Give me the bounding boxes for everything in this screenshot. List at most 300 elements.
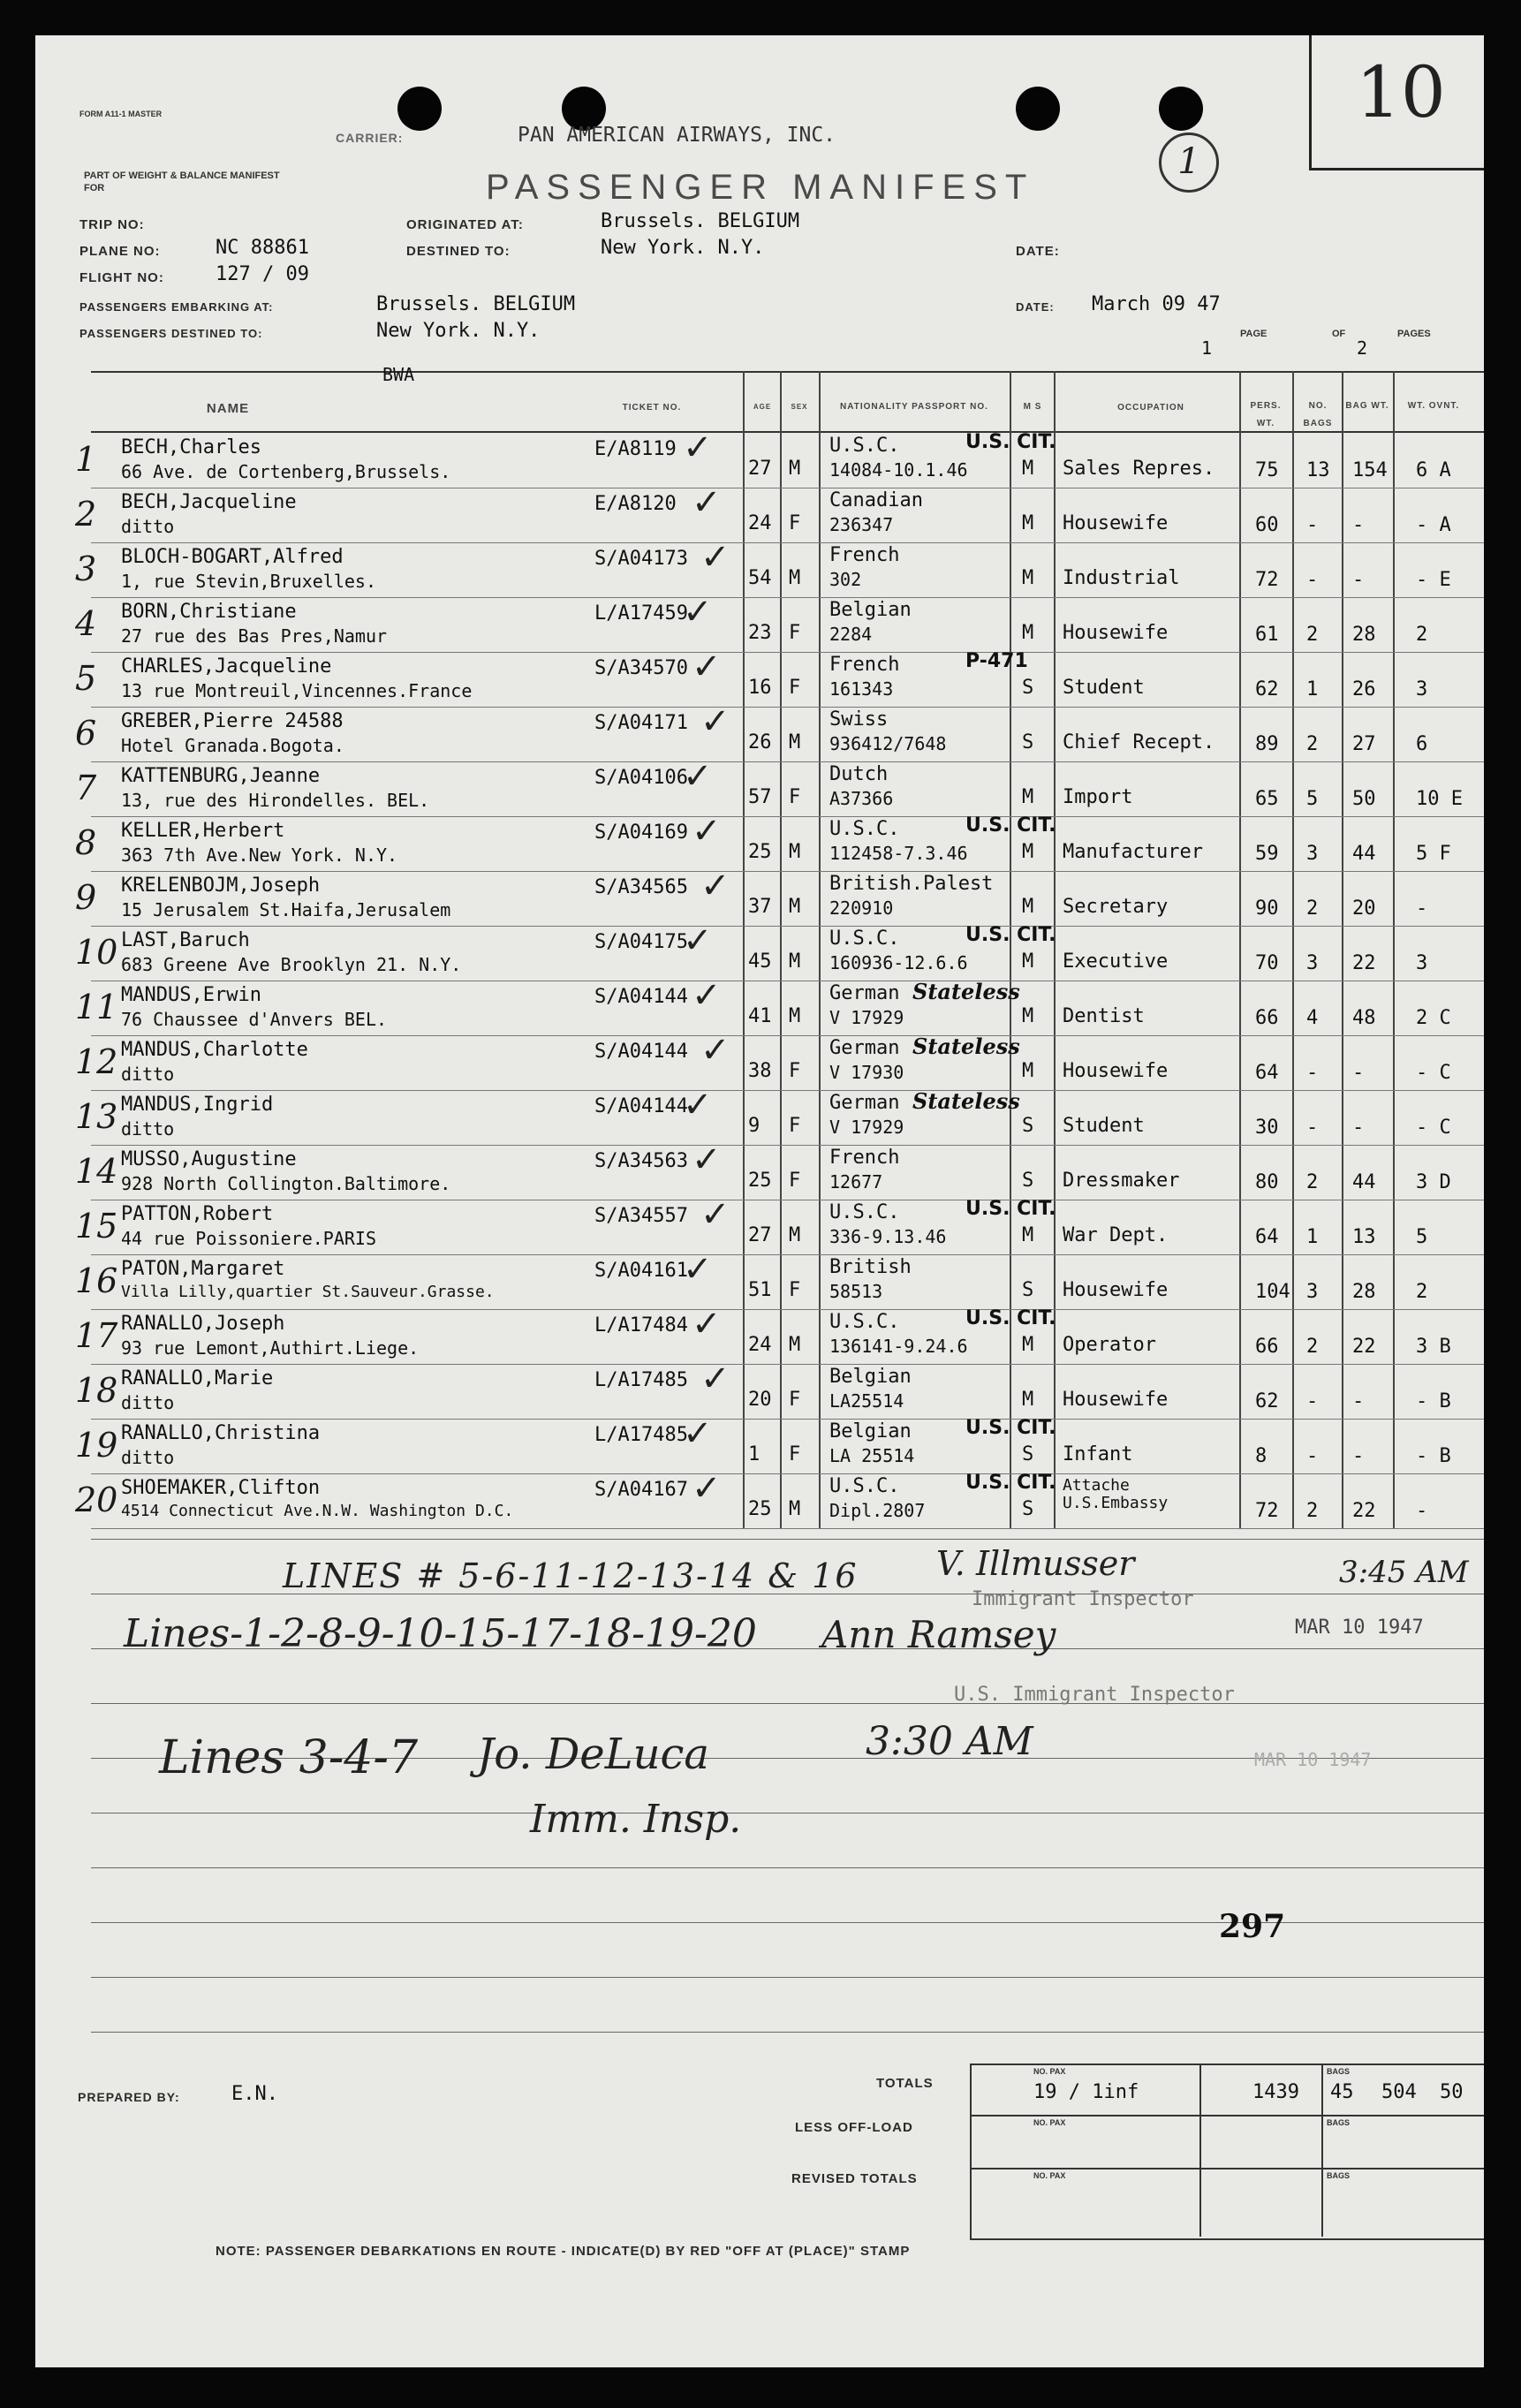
pax-destined-label: PASSENGERS DESTINED TO: — [79, 327, 263, 340]
cell-pw: 65 — [1255, 788, 1279, 810]
cell-nat: U.S.C. — [829, 1475, 900, 1497]
cell-ms: M — [1022, 1334, 1034, 1356]
cell-name: BORN,Christiane — [121, 601, 297, 623]
totals-bags: 45 — [1330, 2081, 1354, 2103]
cell-ms: M — [1022, 567, 1034, 589]
manifest-sheet — [35, 35, 1484, 2367]
row-number: 11 — [75, 988, 118, 1026]
cell-addr: 4514 Connecticut Ave.N.W. Washington D.C. — [121, 1502, 514, 1520]
date-top-label: DATE: — [1016, 244, 1060, 259]
cell-ms: S — [1022, 1498, 1034, 1520]
cell-occ: Secretary — [1063, 896, 1169, 918]
cell-ov: - — [1416, 1500, 1428, 1522]
cell-age: 45 — [748, 950, 772, 973]
col-wt-ovnt: WT. OVNT. — [1407, 401, 1460, 411]
cell-addr: 93 rue Lemont,Authirt.Liege. — [121, 1337, 420, 1359]
inspector-signature-2: Ann Ramsey — [821, 1613, 1056, 1656]
cell-ticket: L/A17485 — [594, 1424, 688, 1446]
inspector-signature-3: Jo. DeLuca — [477, 1730, 709, 1779]
cell-name: GREBER,Pierre 24588 — [121, 710, 344, 732]
inspector-stamp-1: Immigrant Inspector — [972, 1588, 1194, 1610]
cell-nb: 2 — [1306, 897, 1319, 920]
cell-bw: 154 — [1352, 459, 1388, 481]
cell-occ: War Dept. — [1063, 1224, 1169, 1246]
row-number: 13 — [75, 1097, 118, 1136]
date-value: March 09 47 — [1092, 293, 1221, 315]
page-value: 1 — [1201, 337, 1213, 359]
of-label: OF — [1332, 329, 1346, 339]
status-stamp: Stateless — [912, 1088, 1020, 1114]
cell-nat: British.Palest — [829, 873, 994, 895]
cell-sex: M — [789, 458, 801, 480]
row-rule — [91, 1035, 1484, 1036]
cell-age: 37 — [748, 896, 772, 918]
cell-pass: V 17929 — [829, 1007, 904, 1028]
status-stamp: Stateless — [912, 1034, 1020, 1059]
cell-ov: - — [1416, 897, 1428, 920]
cell-nat: U.S.C. — [829, 1201, 900, 1223]
cell-name: PATTON,Robert — [121, 1203, 274, 1225]
flight-number: 127 / 09 — [216, 263, 309, 285]
check-mark-icon: ✓ — [683, 1249, 713, 1290]
cell-ov: - B — [1416, 1445, 1451, 1467]
blank-rule — [91, 1703, 1484, 1704]
embark-value: Brussels. BELGIUM — [376, 293, 576, 315]
cell-age: 24 — [748, 512, 772, 534]
cell-sex: F — [789, 1279, 801, 1301]
row-number: 14 — [75, 1152, 118, 1191]
cell-ticket: S/A04173 — [594, 548, 688, 570]
cell-age: 25 — [748, 1170, 772, 1192]
col-rule — [1393, 371, 1395, 1528]
col-pers-wt: PERS. WT. — [1250, 401, 1282, 428]
passenger-table — [75, 364, 1484, 1528]
cell-sex: F — [789, 1443, 801, 1465]
annotation-lines-2: Lines-1-2-8-9-10-15-17-18-19-20 — [124, 1611, 757, 1656]
status-stamp: U.S. CIT. — [965, 814, 1056, 837]
cell-nat: Belgian — [829, 1366, 912, 1388]
cell-name: RANALLO,Joseph — [121, 1313, 285, 1335]
row-number: 12 — [75, 1042, 118, 1081]
check-mark-icon: ✓ — [692, 482, 722, 523]
cell-addr: Villa Lilly,quartier St.Sauveur.Grasse. — [121, 1283, 495, 1301]
no-pax-label: NO. PAX — [1033, 2171, 1066, 2180]
cell-age: 27 — [748, 1224, 772, 1246]
cell-sex: M — [789, 841, 801, 863]
cell-nat: Canadian — [829, 489, 923, 511]
cell-nb: - — [1306, 1390, 1319, 1412]
form-code: FORM A11-1 MASTER — [79, 110, 163, 118]
cell-pass: 14084-10.1.46 — [829, 459, 968, 481]
time-annotation-3: 3:30 AM — [866, 1719, 1033, 1764]
cell-pass: LA 25514 — [829, 1445, 915, 1466]
cell-ov: 5 F — [1416, 843, 1451, 865]
cell-pw: 64 — [1255, 1062, 1279, 1084]
cell-ov: 10 E — [1416, 788, 1463, 810]
no-pax-label: NO. PAX — [1033, 2067, 1066, 2076]
cell-ms: M — [1022, 950, 1034, 973]
cell-ticket: S/A04144 — [594, 1095, 688, 1117]
cell-nb: - — [1306, 1445, 1319, 1467]
flight-label: FLIGHT NO: — [79, 270, 164, 285]
check-mark-icon: ✓ — [700, 866, 730, 906]
check-mark-icon: ✓ — [692, 1304, 722, 1344]
cell-age: 20 — [748, 1389, 772, 1411]
cell-pw: 60 — [1255, 514, 1279, 536]
cell-addr: 13, rue des Hirondelles. BEL. — [121, 790, 430, 811]
cell-bw: 50 — [1352, 788, 1376, 810]
cell-name: CHARLES,Jacqueline — [121, 655, 332, 678]
cell-ticket: E/A8119 — [594, 438, 677, 460]
cell-sex: M — [789, 1005, 801, 1027]
cell-pass: 112458-7.3.46 — [829, 843, 968, 864]
prepared-value: E.N. — [231, 2083, 278, 2105]
cell-name: BLOCH-BOGART,Alfred — [121, 546, 344, 568]
time-annotation-1: 3:45 AM — [1339, 1555, 1469, 1590]
cell-occ: Housewife — [1063, 622, 1169, 644]
cell-ms: S — [1022, 1279, 1034, 1301]
cell-occ: Operator — [1063, 1334, 1156, 1356]
cell-occ: Infant — [1063, 1443, 1133, 1465]
cell-name: RANALLO,Christina — [121, 1422, 321, 1444]
cell-occ: Dressmaker — [1063, 1170, 1180, 1192]
row-number: 19 — [75, 1426, 118, 1465]
cell-age: 16 — [748, 677, 772, 699]
cell-occ: Import — [1063, 786, 1133, 808]
cell-bw: - — [1352, 1117, 1365, 1139]
cell-pass: 220910 — [829, 897, 894, 919]
cell-bw: 22 — [1352, 952, 1376, 974]
row-number: 6 — [75, 714, 97, 753]
check-mark-icon: ✓ — [700, 1194, 730, 1235]
cell-pw: 72 — [1255, 569, 1279, 591]
cell-pw: 80 — [1255, 1171, 1279, 1193]
row-number: 9 — [75, 878, 97, 917]
cell-nat: French — [829, 544, 900, 566]
cell-ms: S — [1022, 1443, 1034, 1465]
row-rule — [91, 652, 1484, 653]
cell-occ: Chief Recept. — [1063, 731, 1215, 753]
cell-addr: 15 Jerusalem St.Haifa,Jerusalem — [121, 899, 451, 920]
cell-pass: V 17929 — [829, 1117, 904, 1138]
cell-age: 38 — [748, 1060, 772, 1082]
cell-nat: U.S.C. — [829, 928, 900, 950]
row-number: 18 — [75, 1371, 118, 1410]
status-stamp: P-471 — [965, 650, 1028, 672]
date-label: DATE: — [1016, 300, 1055, 314]
col-rule — [743, 371, 745, 1528]
cell-name: KRELENBOJM,Joseph — [121, 875, 321, 897]
cell-nat: U.S.C. — [829, 818, 900, 840]
cell-sex: F — [789, 786, 801, 808]
col-nationality: NATIONALITY PASSPORT NO. — [840, 402, 988, 412]
cell-addr: ditto — [121, 1447, 175, 1468]
cell-age: 23 — [748, 622, 772, 644]
col-ms: M S — [1023, 402, 1042, 412]
cell-ticket: S/A04169 — [594, 822, 688, 844]
cell-nb: 13 — [1306, 459, 1330, 481]
totals-ovnt: 50 — [1440, 2081, 1464, 2103]
destined-label: DESTINED TO: — [406, 244, 511, 259]
cell-bw: 44 — [1352, 843, 1376, 865]
pages-label: PAGES — [1397, 329, 1431, 339]
totals-rule — [1321, 2063, 1323, 2237]
page-label: PAGE — [1240, 329, 1268, 339]
cell-ov: 2 C — [1416, 1007, 1451, 1029]
cell-bw: - — [1352, 569, 1365, 591]
cell-addr: ditto — [121, 1064, 175, 1085]
row-number: 8 — [75, 823, 97, 862]
cell-sex: M — [789, 1498, 801, 1520]
totals-rule — [970, 2168, 1484, 2169]
check-mark-icon: ✓ — [683, 920, 713, 961]
col-rule — [1292, 371, 1294, 1528]
revised-label: REVISED TOTALS — [791, 2171, 918, 2186]
cell-ticket: L/A17485 — [594, 1369, 688, 1391]
cell-nat: German — [829, 982, 900, 1004]
cell-name: MANDUS,Ingrid — [121, 1094, 274, 1116]
trip-label: TRIP NO: — [79, 217, 145, 232]
cell-pw: 75 — [1255, 459, 1279, 481]
blank-rule — [91, 1977, 1484, 1978]
cell-pass: V 17930 — [829, 1062, 904, 1083]
totals-rule — [1199, 2063, 1201, 2237]
row-number: 10 — [75, 933, 118, 972]
row-number: 1 — [75, 440, 97, 479]
cell-pass: 302 — [829, 569, 862, 590]
cell-ticket: S/A04171 — [594, 712, 688, 734]
col-rule — [1342, 371, 1343, 1528]
check-mark-icon: ✓ — [700, 1359, 730, 1399]
cell-sex: M — [789, 950, 801, 973]
cell-name: BECH,Charles — [121, 436, 261, 458]
cell-addr: 66 Ave. de Cortenberg,Brussels. — [121, 461, 451, 482]
cell-age: 41 — [748, 1005, 772, 1027]
cell-ms: M — [1022, 1389, 1034, 1411]
row-number: 2 — [75, 495, 97, 534]
cell-ms: M — [1022, 1005, 1034, 1027]
check-mark-icon: ✓ — [683, 1085, 713, 1125]
cell-addr: 13 rue Montreuil,Vincennes.France — [121, 680, 473, 701]
col-rule — [780, 371, 782, 1528]
col-bag-wt: BAG WT. — [1345, 401, 1389, 411]
cell-ticket: S/A04144 — [594, 1041, 688, 1063]
col-rule — [1010, 371, 1011, 1528]
cell-addr: ditto — [121, 1392, 175, 1413]
cell-pass: Dipl.2807 — [829, 1500, 926, 1521]
row-rule — [91, 816, 1484, 817]
row-rule — [91, 871, 1484, 872]
cell-occ: Housewife — [1063, 1389, 1169, 1411]
cell-bw: 28 — [1352, 1281, 1376, 1303]
cell-occ: Student — [1063, 1115, 1145, 1137]
status-stamp: U.S. CIT. — [965, 1307, 1056, 1329]
offload-label: LESS OFF-LOAD — [795, 2120, 913, 2135]
bags-label: BAGS — [1327, 2118, 1351, 2127]
cell-pass: 161343 — [829, 678, 894, 700]
cell-bw: - — [1352, 1062, 1365, 1084]
inspector-title-3: Imm. Insp. — [530, 1797, 742, 1842]
col-rule — [1054, 371, 1056, 1528]
cell-ticket: L/A17459 — [594, 602, 688, 625]
page-number-box — [1309, 35, 1484, 170]
row-rule — [91, 1364, 1484, 1365]
cell-nb: 2 — [1306, 1336, 1319, 1358]
cell-pw: 66 — [1255, 1007, 1279, 1029]
cell-ov: - C — [1416, 1117, 1451, 1139]
table-top-rule — [91, 371, 1484, 373]
cell-nb: - — [1306, 1117, 1319, 1139]
cell-sex: M — [789, 896, 801, 918]
cell-sex: F — [789, 677, 801, 699]
totals-pax: 19 / 1inf — [1033, 2081, 1139, 2103]
cell-ms: M — [1022, 1060, 1034, 1082]
row-number: 5 — [75, 659, 97, 698]
cell-ov: 2 — [1416, 624, 1428, 646]
plane-number: NC 88861 — [216, 237, 309, 259]
col-ticket: TICKET NO. — [622, 403, 682, 413]
cell-nb: 3 — [1306, 843, 1319, 865]
cell-ticket: S/A34565 — [594, 876, 688, 898]
cell-addr: ditto — [121, 516, 175, 537]
cell-pass: LA25514 — [829, 1390, 904, 1412]
cell-sex: F — [789, 622, 801, 644]
cell-ticket: L/A17484 — [594, 1314, 688, 1337]
cell-ov: 3 — [1416, 678, 1428, 700]
cell-ticket: S/A34557 — [594, 1205, 688, 1227]
cell-addr: 27 rue des Bas Pres,Namur — [121, 625, 388, 647]
cell-ms: S — [1022, 1115, 1034, 1137]
cell-addr: 76 Chaussee d'Anvers BEL. — [121, 1009, 388, 1030]
row-number: 7 — [75, 769, 97, 807]
pax-destined-value: New York. N.Y. — [376, 320, 541, 342]
cell-occ: Manufacturer — [1063, 841, 1203, 863]
cell-nb: 2 — [1306, 1171, 1319, 1193]
cell-ticket: S/A04144 — [594, 986, 688, 1008]
no-pax-label: NO. PAX — [1033, 2118, 1066, 2127]
cell-age: 9 — [748, 1115, 760, 1137]
cell-ov: 3 B — [1416, 1336, 1451, 1358]
cell-occ: Attache U.S.Embassy — [1063, 1476, 1169, 1512]
cell-ms: M — [1022, 1224, 1034, 1246]
row-rule — [91, 1473, 1484, 1474]
row-number: 16 — [75, 1261, 118, 1300]
originated-label: ORIGINATED AT: — [406, 217, 524, 232]
cell-nb: 2 — [1306, 1500, 1319, 1522]
cell-ms: M — [1022, 896, 1034, 918]
cell-pass: A37366 — [829, 788, 894, 809]
cell-occ: Housewife — [1063, 512, 1169, 534]
carrier-name: PAN AMERICAN AIRWAYS, INC. — [518, 124, 836, 147]
cell-nb: - — [1306, 514, 1319, 536]
cell-age: 25 — [748, 1498, 772, 1520]
embark-label: PASSENGERS EMBARKING AT: — [79, 300, 274, 314]
cell-nb: 3 — [1306, 1281, 1319, 1303]
cell-ticket: S/A04106 — [594, 767, 688, 789]
cell-age: 27 — [748, 458, 772, 480]
date-stamp-3: MAR 10 1947 — [1254, 1749, 1372, 1770]
cell-bw: 27 — [1352, 733, 1376, 755]
check-mark-icon: ✓ — [683, 428, 713, 468]
cell-nat: French — [829, 1147, 900, 1169]
inspector-signature-1: V. Illmusser — [936, 1544, 1135, 1583]
cell-sex: F — [789, 1389, 801, 1411]
cell-nat: U.S.C. — [829, 1311, 900, 1333]
of-value: 2 — [1357, 337, 1368, 359]
status-stamp: U.S. CIT. — [965, 431, 1056, 453]
cell-ov: - E — [1416, 569, 1451, 591]
page-number: 10 — [1356, 51, 1446, 133]
check-mark-icon: ✓ — [683, 756, 713, 797]
cell-sex: F — [789, 1060, 801, 1082]
cell-ticket: S/A04167 — [594, 1479, 688, 1501]
status-stamp: U.S. CIT. — [965, 1472, 1056, 1494]
totals-label: TOTALS — [876, 2076, 934, 2091]
cell-bw: - — [1352, 514, 1365, 536]
col-sex: SEX — [791, 403, 808, 411]
cell-nb: 3 — [1306, 952, 1319, 974]
col-occupation: OCCUPATION — [1117, 403, 1184, 413]
footer-note: NOTE: PASSENGER DEBARKATIONS EN ROUTE - INDICATE(D) BY RED "OFF AT (PLACE)" STAMP — [216, 2244, 911, 2259]
cell-nb: - — [1306, 1062, 1319, 1084]
cell-ticket: S/A34563 — [594, 1150, 688, 1172]
cell-sex: M — [789, 567, 801, 589]
cell-addr: Hotel Granada.Bogota. — [121, 735, 344, 756]
cell-age: 54 — [748, 567, 772, 589]
check-mark-icon: ✓ — [700, 701, 730, 742]
cell-nb: 5 — [1306, 788, 1319, 810]
cell-ticket: S/A04175 — [594, 931, 688, 953]
cell-nat: French — [829, 654, 900, 676]
cell-name: MUSSO,Augustine — [121, 1148, 297, 1170]
cell-ov: - C — [1416, 1062, 1451, 1084]
cell-ticket: E/A8120 — [594, 493, 677, 515]
carrier-label: CARRIER: — [336, 131, 404, 145]
cell-occ: Sales Repres. — [1063, 458, 1215, 480]
cell-nb: 1 — [1306, 1226, 1319, 1248]
totals-pers-wt: 1439 — [1252, 2081, 1299, 2103]
status-stamp: U.S. CIT. — [965, 924, 1056, 946]
cell-name: KATTENBURG,Jeanne — [121, 765, 321, 787]
cell-sex: F — [789, 1115, 801, 1137]
sequence-number: 297 — [1219, 1908, 1286, 1945]
cell-pw: 62 — [1255, 1390, 1279, 1412]
cell-pw: 61 — [1255, 624, 1279, 646]
cell-age: 57 — [748, 786, 772, 808]
cell-sex: M — [789, 1224, 801, 1246]
cell-nat: German — [829, 1037, 900, 1059]
blank-rule — [91, 1867, 1484, 1868]
cell-ms: M — [1022, 512, 1034, 534]
cell-ticket: S/A34570 — [594, 657, 688, 679]
cell-bw: 28 — [1352, 624, 1376, 646]
cell-name: PATON,Margaret — [121, 1258, 285, 1280]
cell-nat: Dutch — [829, 763, 889, 785]
row-rule — [91, 1090, 1484, 1091]
originated-value: Brussels. BELGIUM — [601, 210, 800, 232]
cell-occ: Dentist — [1063, 1005, 1145, 1027]
cell-bw: - — [1352, 1445, 1365, 1467]
check-mark-icon: ✓ — [683, 1413, 713, 1454]
bags-label: BAGS — [1327, 2171, 1351, 2180]
cell-nat: U.S.C. — [829, 435, 900, 457]
cell-pw: 66 — [1255, 1336, 1279, 1358]
cell-pass: 936412/7648 — [829, 733, 947, 754]
punch-hole — [1016, 87, 1060, 131]
cell-addr: 683 Greene Ave Brooklyn 21. N.Y. — [121, 954, 462, 975]
cell-pw: 59 — [1255, 843, 1279, 865]
row-rule — [91, 707, 1484, 708]
